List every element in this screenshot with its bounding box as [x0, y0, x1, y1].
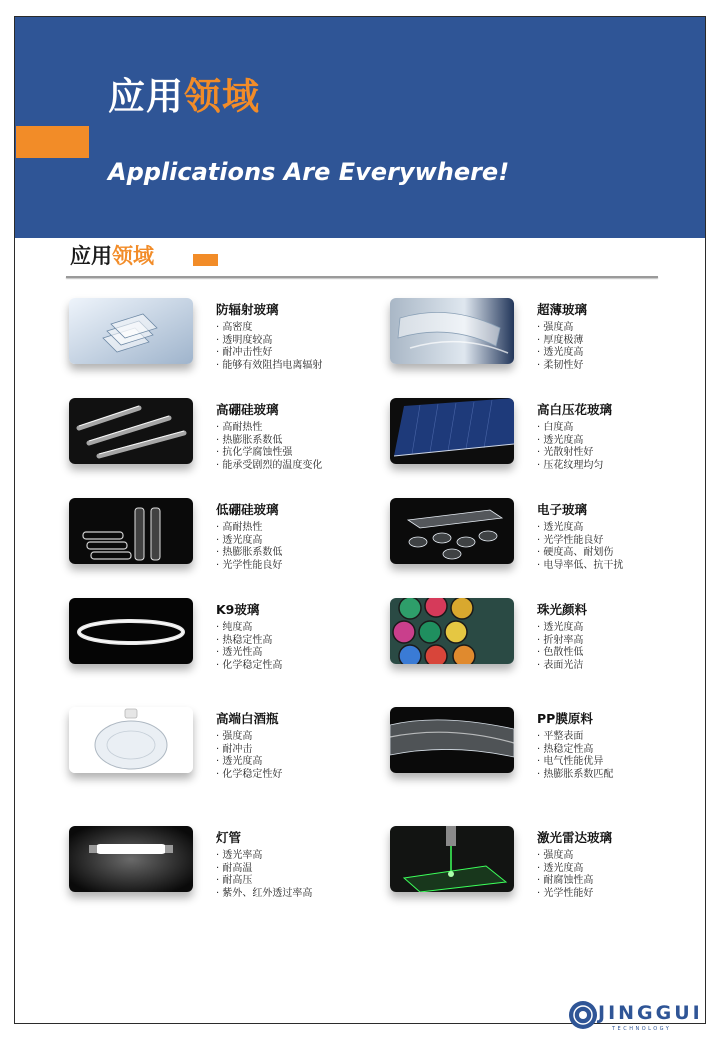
item-feature: · 硬度高、耐划伤	[537, 547, 623, 560]
item-feature: · 电气性能优异	[537, 756, 613, 769]
item-feature: · 高密度	[216, 322, 322, 335]
item-feature: · 耐冲击	[216, 744, 282, 757]
item-feature: · 平整表面	[537, 731, 613, 744]
item-feature: · 光学性能良好	[216, 560, 282, 573]
radiation-glass-image	[69, 298, 193, 364]
item-feature: · 耐冲击性好	[216, 347, 322, 360]
product-item-liquor-bottle	[69, 707, 369, 793]
item-title: 珠光颜料	[537, 602, 588, 617]
k9-glass-image	[69, 598, 193, 664]
item-feature: · 透光率高	[216, 850, 312, 863]
product-item-lidar-glass	[390, 826, 690, 912]
item-title: PP膜原料	[537, 711, 593, 726]
lamp-tube-image	[69, 826, 193, 892]
product-item-ultra-thin-glass	[390, 298, 690, 384]
item-title: 灯管	[216, 830, 242, 845]
item-title: 防辐射玻璃	[216, 302, 279, 317]
electronic-glass-image	[390, 498, 514, 564]
item-title: 超薄玻璃	[537, 302, 588, 317]
item-feature: · 透光度高	[537, 863, 612, 876]
banner-title-part2: 领域	[184, 75, 260, 118]
item-feature: · 抗化学腐蚀性强	[216, 447, 322, 460]
item-feature: · 透光度高	[537, 435, 612, 448]
product-item-borosilicate-glass	[69, 398, 369, 484]
item-feature: · 透明度较高	[216, 335, 322, 348]
item-feature: · 强度高	[537, 850, 612, 863]
item-title: 高端白酒瓶	[216, 711, 279, 726]
patterned-glass-image	[390, 398, 514, 464]
item-feature: · 光学性能良好	[537, 535, 623, 548]
product-item-electronic-glass	[390, 498, 690, 584]
item-feature: · 能承受剧烈的温度变化	[216, 460, 322, 473]
item-feature: · 柔韧性好	[537, 360, 587, 373]
banner-subtitle: Applications Are Everywhere!	[108, 158, 510, 186]
lidar-glass-image	[390, 826, 514, 892]
item-feature: · 能够有效阻挡电离辐射	[216, 360, 322, 373]
product-item-k9-glass	[69, 598, 369, 684]
item-feature: · 厚度极薄	[537, 335, 587, 348]
item-feature: · 热膨胀系数低	[216, 435, 322, 448]
borosilicate-glass-image	[69, 398, 193, 464]
item-feature: · 热膨胀系数匹配	[537, 769, 613, 782]
item-feature: · 热膨胀系数低	[216, 547, 282, 560]
banner-title	[108, 75, 260, 118]
header-banner	[15, 17, 705, 238]
item-title: 高硼硅玻璃	[216, 402, 279, 417]
item-feature: · 耐高压	[216, 875, 312, 888]
item-feature: · 电导率低、抗干扰	[537, 560, 623, 573]
item-feature: · 白度高	[537, 422, 612, 435]
item-feature: · 化学稳定性高	[216, 660, 282, 673]
banner-accent-bar	[16, 126, 89, 158]
item-feature: · 压花纹理均匀	[537, 460, 612, 473]
ultra-thin-glass-image	[390, 298, 514, 364]
section-title-part1: 应用	[70, 244, 112, 268]
item-title: 低硼硅玻璃	[216, 502, 279, 517]
item-feature: · 耐高温	[216, 863, 312, 876]
item-feature: · 透光度高	[537, 522, 623, 535]
item-feature: · 耐腐蚀性高	[537, 875, 612, 888]
company-logo	[568, 1000, 703, 1036]
item-feature: · 纯度高	[216, 622, 282, 635]
liquor-bottle-image	[69, 707, 193, 773]
logo-tagline: TECHNOLOGY	[612, 1026, 672, 1032]
section-divider	[66, 276, 658, 278]
product-item-pp-film	[390, 707, 690, 793]
item-feature: · 折射率高	[537, 635, 587, 648]
item-feature: · 强度高	[537, 322, 587, 335]
logo-mark-icon	[568, 1000, 598, 1030]
item-title: 高白压花玻璃	[537, 402, 613, 417]
item-feature: · 紫外、红外透过率高	[216, 888, 312, 901]
item-feature: · 透光性高	[216, 647, 282, 660]
pearlescent-pigment-image	[390, 598, 514, 664]
pp-film-image	[390, 707, 514, 773]
item-feature: · 强度高	[216, 731, 282, 744]
item-feature: · 光学性能好	[537, 888, 612, 901]
item-feature: · 热稳定性高	[537, 744, 613, 757]
product-item-pearlescent-pigment	[390, 598, 690, 684]
item-feature: · 表面光洁	[537, 660, 587, 673]
item-feature: · 透光度高	[537, 622, 587, 635]
item-feature: · 高耐热性	[216, 422, 322, 435]
item-feature: · 透光度高	[537, 347, 587, 360]
item-feature: · 色散性低	[537, 647, 587, 660]
low-borosilicate-glass-image	[69, 498, 193, 564]
product-item-radiation-glass	[69, 298, 369, 384]
section-title	[70, 246, 154, 267]
item-title: 激光雷达玻璃	[537, 830, 613, 845]
item-title: K9玻璃	[216, 602, 260, 617]
product-item-lamp-tube	[69, 826, 369, 912]
item-feature: · 光散射性好	[537, 447, 612, 460]
item-feature: · 化学稳定性好	[216, 769, 282, 782]
section-title-marker	[193, 254, 218, 266]
logo-name: JINGGUI	[598, 1002, 703, 1024]
item-feature: · 透光度高	[216, 756, 282, 769]
product-item-patterned-glass	[390, 398, 690, 484]
item-feature: · 透光度高	[216, 535, 282, 548]
item-title: 电子玻璃	[537, 502, 588, 517]
section-title-part2: 领域	[112, 244, 154, 268]
product-item-low-borosilicate-glass	[69, 498, 369, 584]
banner-title-part1: 应用	[108, 75, 184, 118]
item-feature: · 热稳定性高	[216, 635, 282, 648]
item-feature: · 高耐热性	[216, 522, 282, 535]
